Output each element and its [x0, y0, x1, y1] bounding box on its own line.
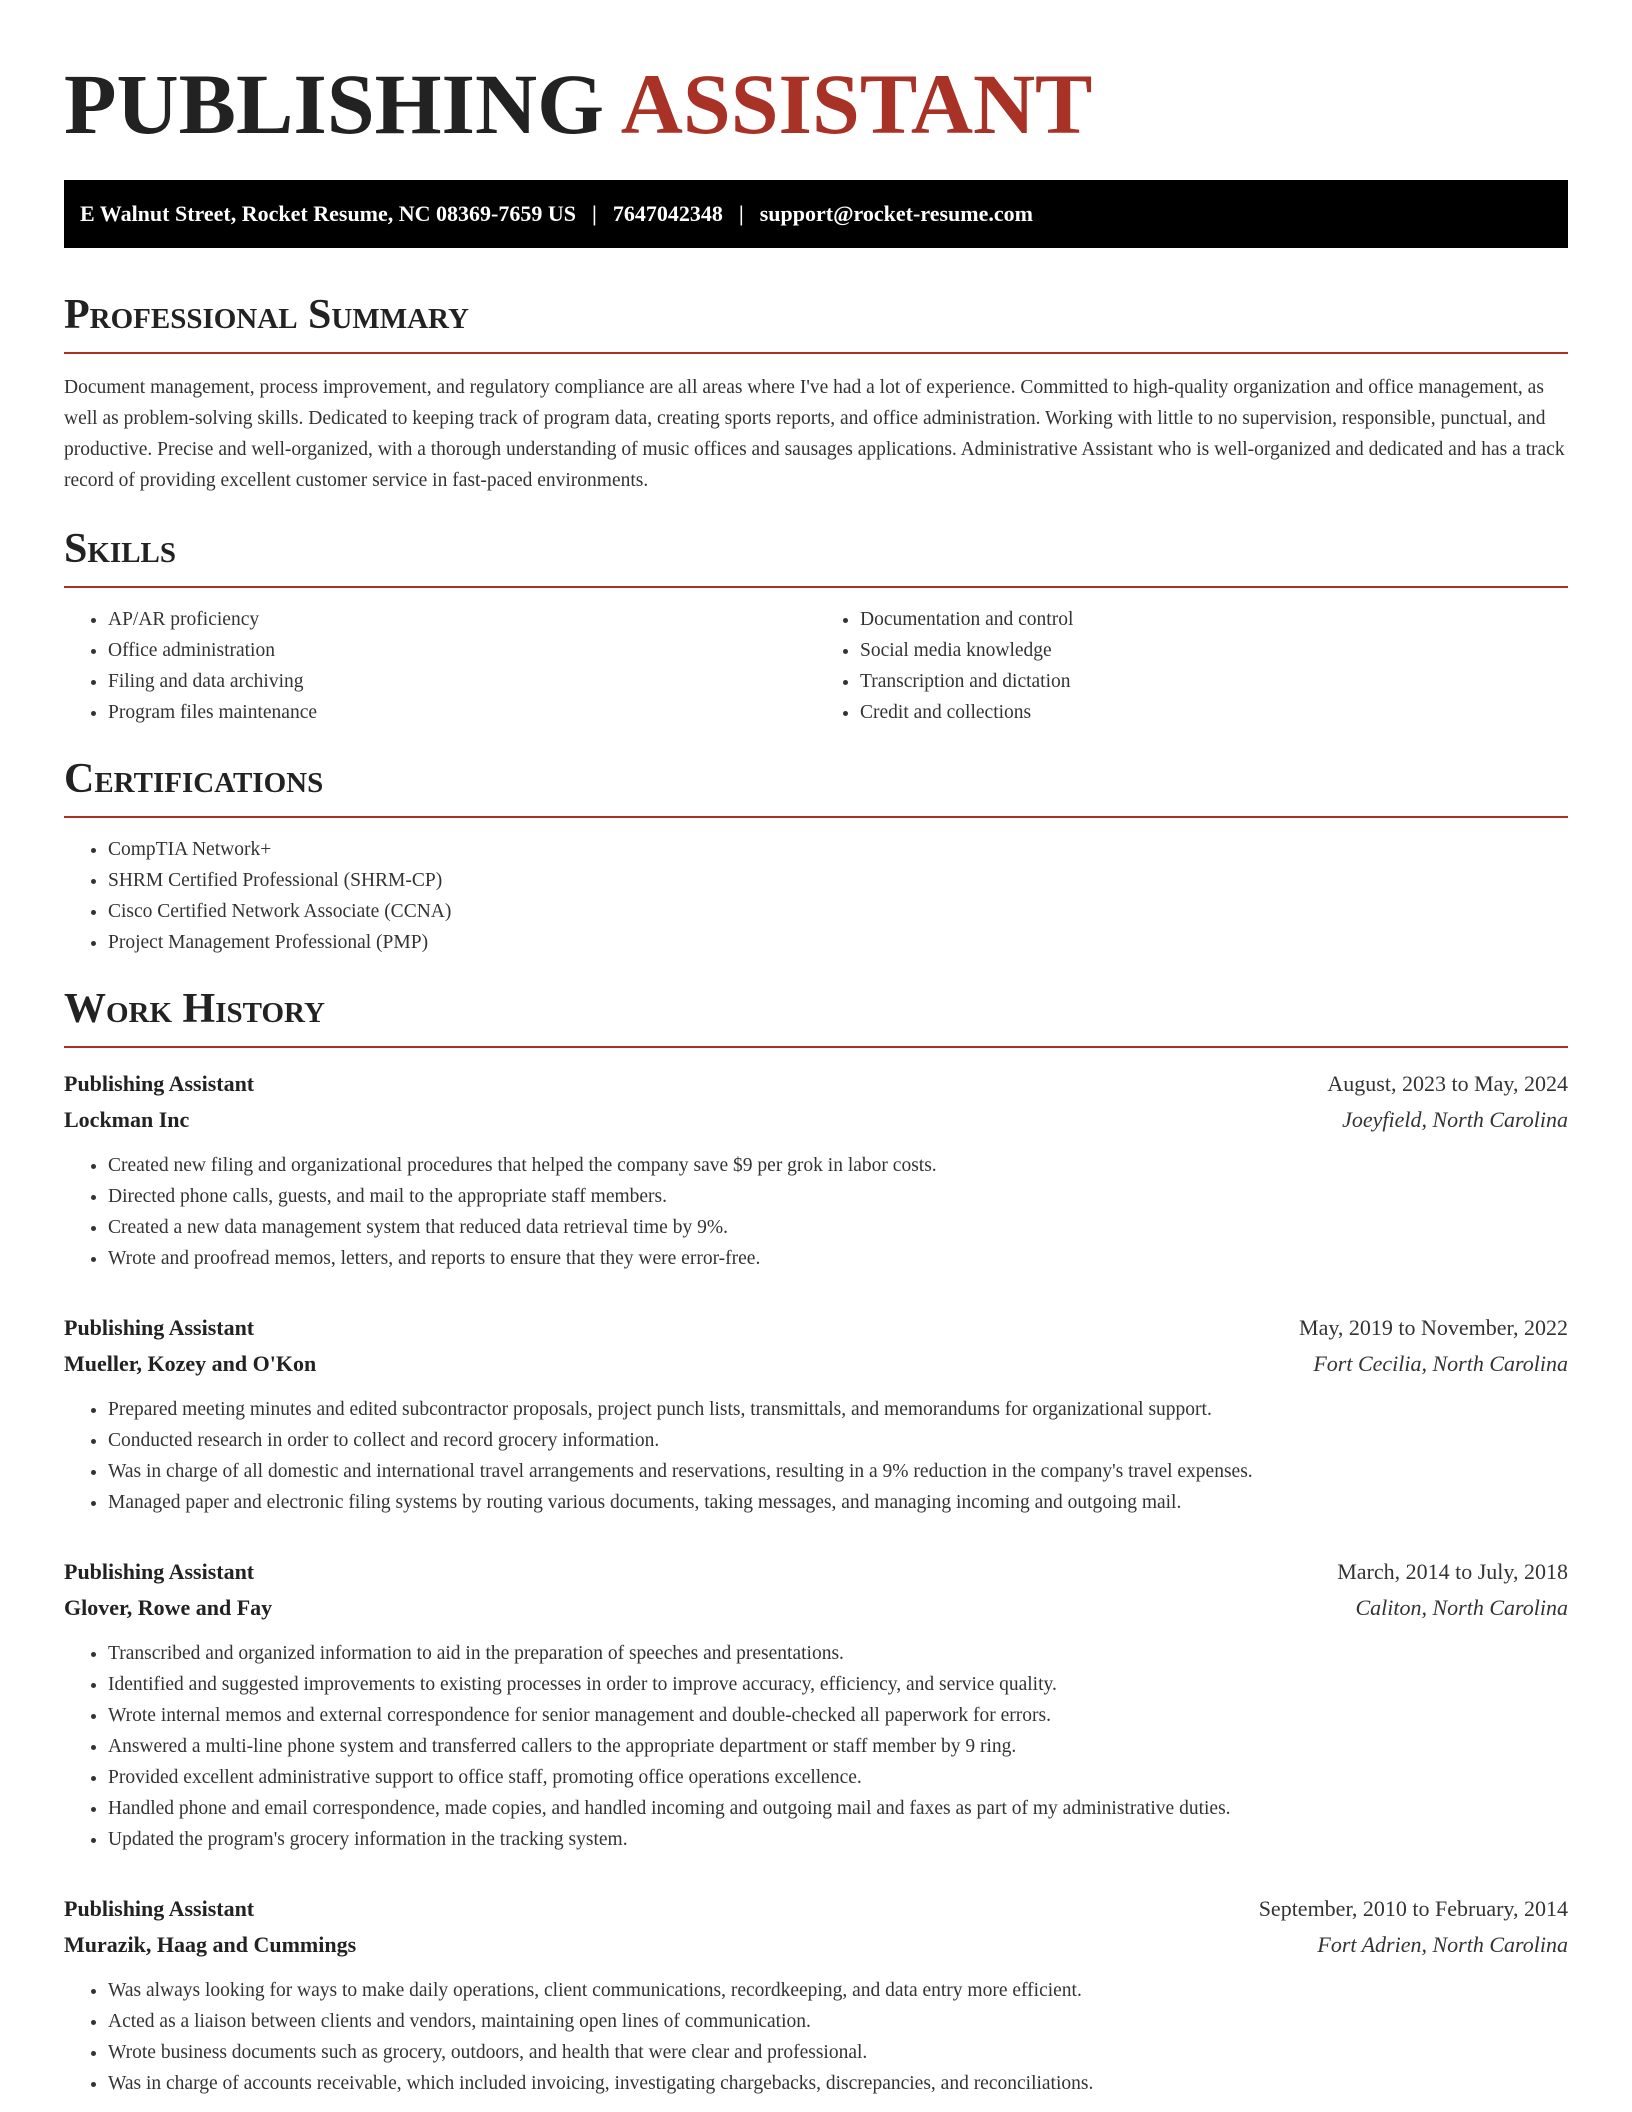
job-header-row [64, 1891, 1568, 1927]
job-bullet: • Was in charge of all domestic and international travel arrangements and reservations, resulting in a 9% reduction in the company's travel expenses. [108, 1456, 1568, 1487]
job-company: Glover, Rowe and Fay [64, 1595, 273, 1620]
job-entry [64, 1066, 1568, 1274]
certification-item: • Project Management Professional (PMP) [108, 927, 1568, 958]
job-bullet: • Managed paper and electronic filing systems by routing various documents, taking messages, and managing incoming and outgoing mail. [108, 1487, 1568, 1518]
summary-heading: Professional Summary [64, 290, 1568, 354]
job-bullet: • Conducted research in order to collect and record grocery information. [108, 1425, 1568, 1456]
job-dates: March, 2014 to July, 2018 [1337, 1559, 1568, 1584]
job-bullet: • Answered a multi-line phone system and transferred callers to the appropriate department or staff member by 9 ring. [108, 1731, 1568, 1762]
job-dates: May, 2019 to November, 2022 [1299, 1315, 1568, 1340]
job-entry [64, 1310, 1568, 1518]
skill-item: • Program files maintenance [108, 697, 816, 728]
job-header-row [64, 1554, 1568, 1590]
job-location: Caliton, North Carolina [1355, 1595, 1568, 1620]
skills-list-left [64, 604, 816, 728]
summary-text: Document management, process improvement, and regulatory compliance are all areas where I've had a lot of experience. Committed to high-quality organization and office management, as well as problem-solving skills. Dedicated to keeping track of program data, creating sports reports, and office administration. Working with little to no supervision, responsible, punctual, and productive. Precise and well-organized, with a thorough understanding of music offices and sausages applications. Administrative Assistant who is well-organized and dedicated and has a track record of providing excellent customer service in fast-paced environments. [64, 377, 1565, 491]
title-part-2: ASSISTANT [620, 56, 1093, 152]
job-company-row [64, 1102, 1568, 1138]
certifications-list [64, 834, 1568, 958]
job-bullet: • Created a new data management system that reduced data retrieval time by 9%. [108, 1212, 1568, 1243]
contact-email: support@rocket-resume.com [759, 201, 1033, 226]
skill-item: • Documentation and control [860, 604, 1568, 635]
job-bullet: • Updated the program's grocery information in the tracking system. [108, 1824, 1568, 1855]
job-entry [64, 1554, 1568, 1855]
job-bullets [64, 1975, 1568, 2099]
job-bullet: • Identified and suggested improvements to existing processes in order to improve accuracy, efficiency, and service quality. [108, 1669, 1568, 1700]
job-company-row [64, 1590, 1568, 1626]
resume-title [64, 0, 1568, 152]
job-company-row [64, 1346, 1568, 1382]
skills-heading: Skills [64, 524, 1568, 588]
job-bullets [64, 1150, 1568, 1274]
job-header-row [64, 1310, 1568, 1346]
job-dates: September, 2010 to February, 2014 [1258, 1896, 1568, 1921]
work-history-heading: Work History [64, 984, 1568, 1048]
job-bullet: • Was always looking for ways to make daily operations, client communications, recordkeeping, and data entry more efficient. [108, 1975, 1568, 2006]
job-bullet: • Created new filing and organizational procedures that helped the company save $9 per grok in labor costs. [108, 1150, 1568, 1181]
skill-item: • AP/AR proficiency [108, 604, 816, 635]
skill-item: • Filing and data archiving [108, 666, 816, 697]
certification-item: • Cisco Certified Network Associate (CCNA) [108, 896, 1568, 927]
job-title: Publishing Assistant [64, 1071, 255, 1096]
job-bullet: • Provided excellent administrative support to office staff, promoting office operations excellence. [108, 1762, 1568, 1793]
job-bullet: • Handled phone and email correspondence, made copies, and handled incoming and outgoing mail and faxes as part of my administrative duties. [108, 1793, 1568, 1824]
skill-item: • Credit and collections [860, 697, 1568, 728]
certification-item: • CompTIA Network+ [108, 834, 1568, 865]
job-bullets [64, 1638, 1568, 1855]
job-header-row [64, 1066, 1568, 1102]
job-dates: August, 2023 to May, 2024 [1327, 1071, 1568, 1096]
skill-item: • Transcription and dictation [860, 666, 1568, 697]
job-bullet: • Wrote business documents such as grocery, outdoors, and health that were clear and professional. [108, 2037, 1568, 2068]
job-title: Publishing Assistant [64, 1315, 255, 1340]
work-history-section [64, 984, 1568, 2099]
job-bullet: • Was in charge of accounts receivable, which included invoicing, investigating chargebacks, discrepancies, and reconciliations. [108, 2068, 1568, 2099]
contact-phone: 7647042348 [612, 201, 723, 226]
contact-separator: | [738, 201, 744, 226]
certifications-section [64, 754, 1568, 958]
job-bullet: • Directed phone calls, guests, and mail to the appropriate staff members. [108, 1181, 1568, 1212]
job-company-row [64, 1927, 1568, 1963]
job-title: Publishing Assistant [64, 1559, 255, 1584]
job-bullet: • Wrote internal memos and external correspondence for senior management and double-checked all paperwork for errors. [108, 1700, 1568, 1731]
job-company: Mueller, Kozey and O'Kon [64, 1351, 317, 1376]
job-company: Murazik, Haag and Cummings [64, 1932, 357, 1957]
job-company: Lockman Inc [64, 1107, 190, 1132]
job-bullet: • Transcribed and organized information to aid in the preparation of speeches and presentations. [108, 1638, 1568, 1669]
job-bullet: • Acted as a liaison between clients and vendors, maintaining open lines of communication. [108, 2006, 1568, 2037]
contact-bar [64, 180, 1568, 248]
contact-separator: | [592, 201, 597, 226]
job-bullet: • Prepared meeting minutes and edited subcontractor proposals, project punch lists, transmittals, and memorandums for organizational support. [108, 1394, 1568, 1425]
skill-item: • Office administration [108, 635, 816, 666]
job-location: Fort Adrien, North Carolina [1317, 1932, 1568, 1957]
job-bullets [64, 1394, 1568, 1518]
summary-section [64, 290, 1568, 496]
job-bullet: • Wrote and proofread memos, letters, and reports to ensure that they were error-free. [108, 1243, 1568, 1274]
job-location: Joeyfield, North Carolina [1342, 1107, 1568, 1132]
contact-address: E Walnut Street, Rocket Resume, NC 08369-7659 US [80, 201, 576, 226]
job-entry [64, 1891, 1568, 2099]
skills-list-right [816, 604, 1568, 728]
skill-item: • Social media knowledge [860, 635, 1568, 666]
skills-columns [64, 588, 1568, 728]
job-title: Publishing Assistant [64, 1896, 255, 1921]
job-location: Fort Cecilia, North Carolina [1313, 1351, 1568, 1376]
certifications-heading: Certifications [64, 754, 1568, 818]
skills-section [64, 524, 1568, 728]
certification-item: • SHRM Certified Professional (SHRM-CP) [108, 865, 1568, 896]
title-part-1: PUBLISHING [64, 56, 605, 152]
